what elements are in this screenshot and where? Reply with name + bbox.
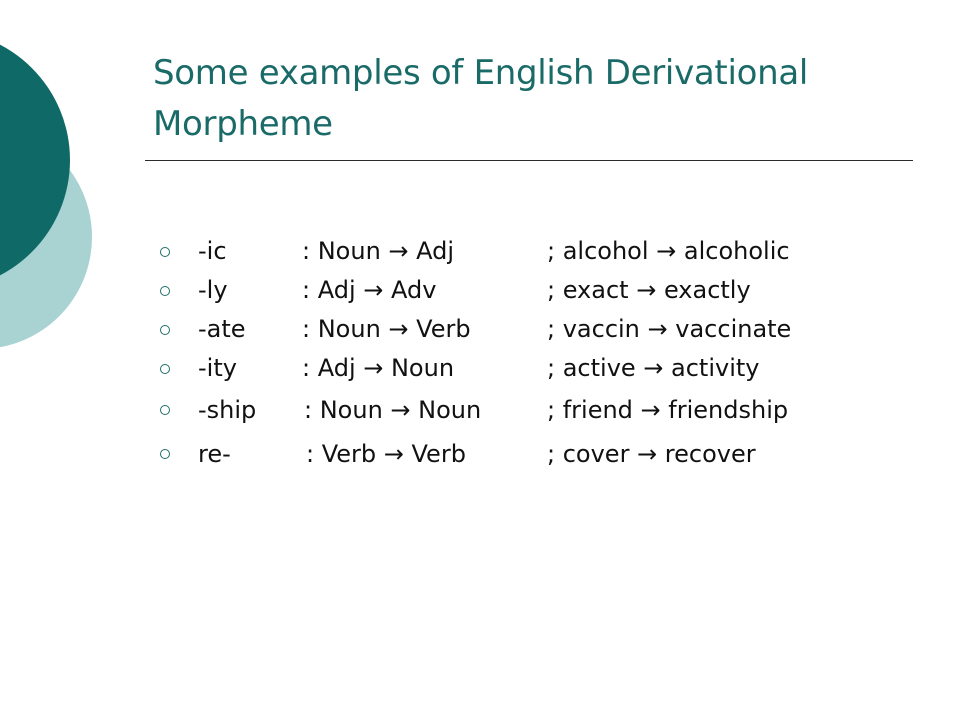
morpheme: -ate <box>198 315 246 343</box>
example: ; vaccin → vaccinate <box>547 315 792 343</box>
morpheme: -ly <box>198 276 228 304</box>
morpheme: re- <box>198 440 231 468</box>
example: ; friend → friendship <box>547 396 789 424</box>
word-class-rule: : Noun → Adj <box>302 237 455 265</box>
circle-bullet-icon <box>160 247 170 257</box>
circle-bullet-icon <box>160 449 170 459</box>
example: ; active → activity <box>547 354 760 382</box>
morpheme: -ship <box>198 396 257 424</box>
decorative-circles <box>0 0 120 400</box>
circle-bullet-icon <box>160 364 170 374</box>
circle-bullet-icon <box>160 325 170 335</box>
word-class-rule: : Noun → Verb <box>302 315 471 343</box>
circle-bullet-icon <box>160 405 170 415</box>
example: ; cover → recover <box>547 440 756 468</box>
circle-bullet-icon <box>160 286 170 296</box>
word-class-rule: : Noun → Noun <box>304 396 482 424</box>
word-class-rule: : Adj → Noun <box>302 354 455 382</box>
word-class-rule: : Adj → Adv <box>302 276 437 304</box>
example: ; exact → exactly <box>547 276 751 304</box>
word-class-rule: : Verb → Verb <box>306 440 466 468</box>
morpheme: -ic <box>198 237 227 265</box>
morpheme: -ity <box>198 354 237 382</box>
title-divider <box>145 160 913 161</box>
example: ; alcohol → alcoholic <box>547 237 790 265</box>
slide-title: Some examples of English Derivational Morpheme <box>153 53 809 144</box>
